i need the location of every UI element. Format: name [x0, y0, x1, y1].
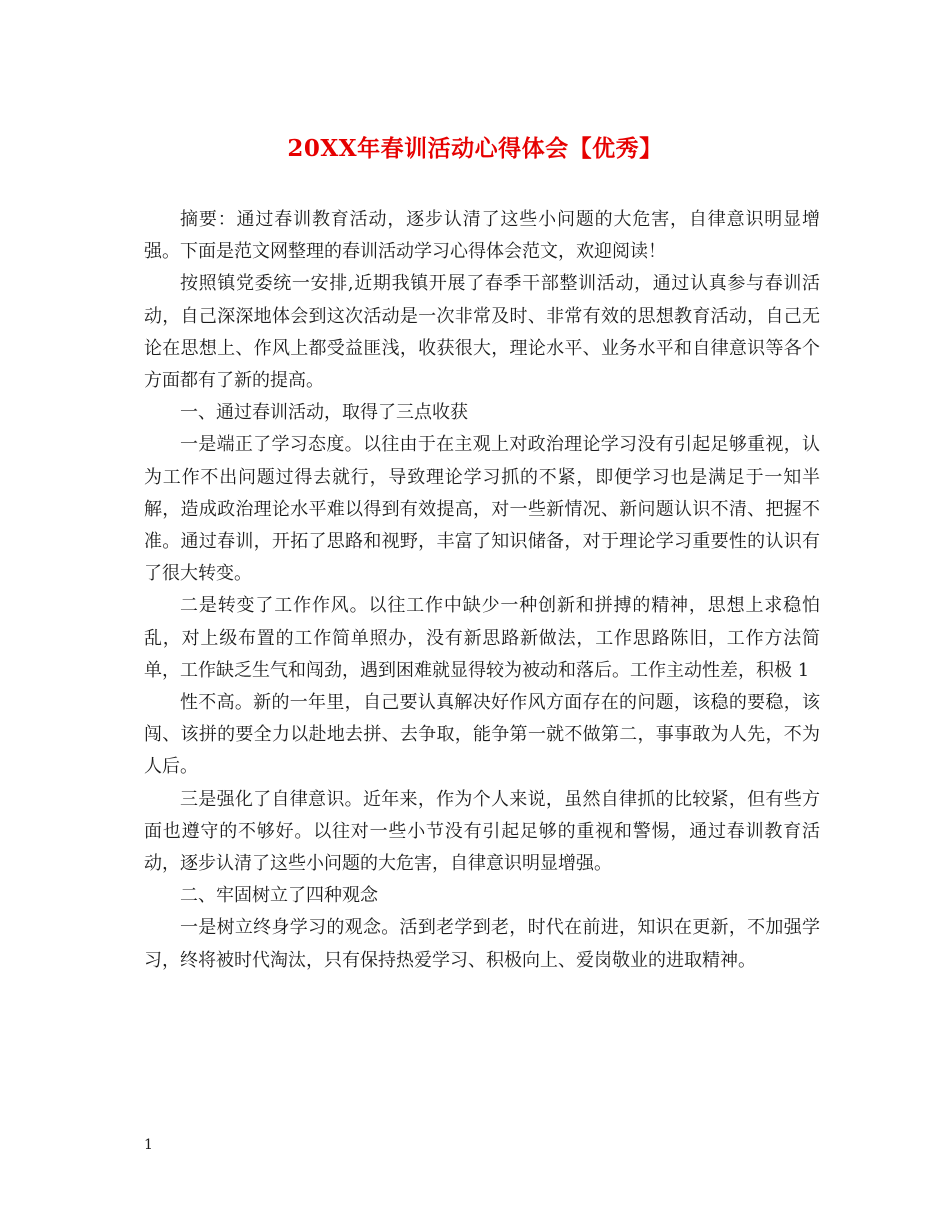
paragraph-attitude: 一是端正了学习态度。以往由于在主观上对政治理论学习没有引起足够重视，认为工作不出问题过得去就行，导致理论学习抓的不紧，即便学习也是满足于一知半解，造成政治理论水平难以得到有效提高，对一些新情况、新问题认识不清、把握不准。通过春训，开拓了思路和视野，丰富了知识储备，对于理论学习重要性的认识有了很大转变。 — [144, 434, 820, 585]
page-number: 1 — [144, 1137, 153, 1153]
section-heading-2: 二、牢固树立了四种观念 — [180, 885, 378, 907]
paragraph-lifelong-learning: 一是树立终身学习的观念。活到老学到老，时代在前进，知识在更新，不加强学习，终将被时代淘汰，只有保持热爱学习、积极向上、爱岗敬业的进取精神。 — [144, 917, 820, 971]
paragraph-work-style: 二是转变了工作作风。以往工作中缺少一种创新和拼搏的精神，思想上求稳怕乱，对上级布置的工作简单照办，没有新思路新做法，工作思路陈旧，工作方法简单，工作缺乏生气和闯劲，遇到困难就显得较为被动和落后。工作主动性差，积极 1 — [144, 595, 820, 681]
document-body — [144, 204, 820, 977]
document-title: 20XX年春训活动心得体会【优秀】 — [287, 135, 663, 162]
paragraph-intro: 按照镇党委统一安排,近期我镇开展了春季干部整训活动，通过认真参与春训活动，自己深深地体会到这次活动是一次非常及时、非常有效的思想教育活动，自己无论在思想上、作风上都受益匪浅，收获很大，理论水平、业务水平和自律意识等各个方面都有了新的提高。 — [144, 273, 820, 392]
paragraph-work-style-continued: 性不高。新的一年里，自己要认真解决好作风方面存在的问题，该稳的要稳，该闯、该拼的要全力以赴地去拼、去争取，能争第一就不做第二，事事敢为人先，不为人后。 — [144, 692, 820, 778]
paragraph-self-discipline: 三是强化了自律意识。近年来，作为个人来说，虽然自律抓的比较紧，但有些方面也遵守的不够好。以往对一些小节没有引起足够的重视和警惕，通过春训教育活动，逐步认清了这些小问题的大危害，自律意识明显增强。 — [144, 788, 820, 875]
paragraph-abstract: 摘要：通过春训教育活动，逐步认清了这些小问题的大危害，自律意识明显增强。下面是范文网整理的春训活动学习心得体会范文，欢迎阅读！ — [144, 209, 820, 263]
section-heading-1: 一、通过春训活动，取得了三点收获 — [180, 402, 468, 424]
